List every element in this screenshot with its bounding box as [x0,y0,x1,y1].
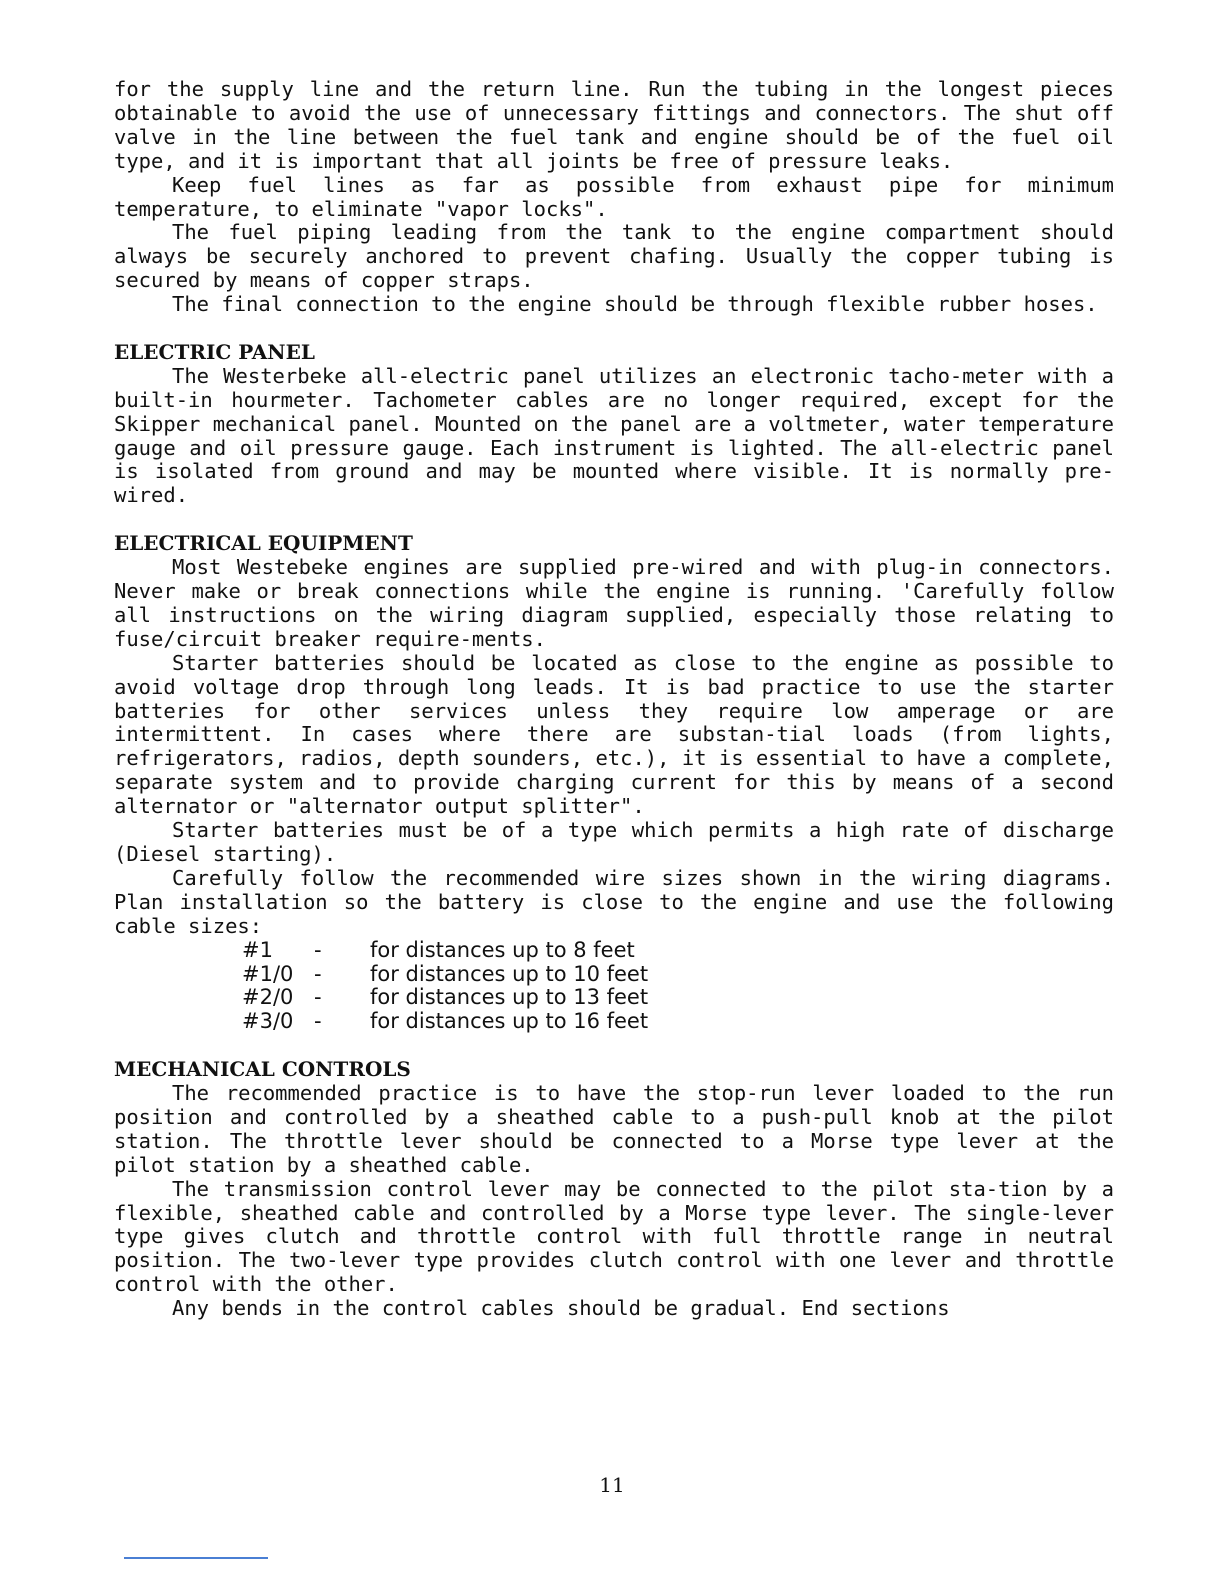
page-number: 11 [599,1473,625,1497]
electric-panel-paragraph-1: The Westerbeke all-electric panel utilizes an electronic tacho-meter with a built-in hourmeter. Tachometer cables are no longer required, except for the Skipper mechanical panel. Mounted on the panel are a voltmeter, water temperature gauge and oil pressure gauge. Each instrument is lighted. The all-electric panel is isolated from ground and may be mounted where visible. It is normally pre-wired. [114,363,1114,508]
electric-panel-heading: ELECTRIC PANEL [114,339,315,364]
fuel-paragraph-1: for the supply line and the return line. Run the tubing in the longest pieces obtainable to avoid the use of unnecessary fittings and connectors. The shut off valve in the line between the fuel tank and engine should be of the fuel oil type, and it is important that all joints be free of pressure leaks. [114,77,1114,173]
cable-distance: for distances up to 13 feet [370,985,649,1010]
fuel-paragraph-4: The final connection to the engine should be through flexible rubber hoses. [172,292,1098,317]
section-gap [114,508,1114,532]
mechanical-controls-heading: MECHANICAL CONTROLS [114,1057,411,1082]
cable-distance: for distances up to 10 feet [370,961,649,986]
mechanical-controls-paragraph-3: Any bends in the control cables should be gradual. End sections [172,1296,950,1321]
section-gap [114,1034,1114,1058]
document-body [114,78,1114,1321]
mechanical-controls-paragraph-2: The transmission control lever may be connected to the pilot sta-tion by a flexible, sheathed cable and controlled by a Morse type lever. The single-lever type gives clutch and throttle control with full throttle range in neutral position. The two-lever type provides clutch control with one lever and throttle control with the other. [114,1176,1114,1297]
electrical-equipment-paragraph-2: Starter batteries should be located as close to the engine as possible to avoid voltage drop through long leads. It is bad practice to use the starter batteries for other services unless they require low amperage or are intermittent. In cases where there are substan-tial loads (from lights, refrigerators, radios, depth sounders, etc.), it is essential to have a complete, separate system and to provide charging current for this by means of a second alternator or "alternator output splitter". [114,650,1114,819]
cable-dash: - [314,985,322,1010]
electrical-equipment-paragraph-1: Most Westebeke engines are supplied pre-wired and with plug-in connectors. Never make or break connections while the engine is running. 'Carefully follow all instructions on the wiring diagram supplied, especially those relating to fuse/circuit breaker require-ments. [114,555,1114,651]
electrical-equipment-heading: ELECTRICAL EQUIPMENT [114,531,413,556]
list-item [114,1010,1114,1034]
footer-rule [124,1557,268,1559]
cable-distance: for distances up to 8 feet [370,937,635,962]
fuel-paragraph-3: The fuel piping leading from the tank to the engine compartment should always be securely anchored to prevent chafing. Usually the copper tubing is secured by means of copper straps. [114,220,1114,293]
cable-dash: - [314,961,322,986]
cable-size: #3/0 [242,1009,294,1034]
section-gap [114,317,1114,341]
mechanical-controls-paragraph-1: The recommended practice is to have the stop-run lever loaded to the run position and controlled by a sheathed cable to a push-pull knob at the pilot station. The throttle lever should be connected to a Morse type lever at the pilot station by a sheathed cable. [114,1081,1114,1177]
list-item [114,963,1114,987]
cable-size: #1/0 [242,961,294,986]
list-item [114,939,1114,963]
cable-dash: - [314,937,322,962]
list-item [114,986,1114,1010]
electrical-equipment-paragraph-4: Carefully follow the recommended wire sizes shown in the wiring diagrams. Plan installation so the battery is close to the engine and use the following cable sizes: [114,865,1114,938]
cable-size: #2/0 [242,985,294,1010]
cable-size: #1 [242,937,273,962]
cable-size-list [114,939,1114,1035]
fuel-paragraph-2: Keep fuel lines as far as possible from exhaust pipe for minimum temperature, to eliminate "vapor locks". [114,172,1114,221]
cable-dash: - [314,1009,322,1034]
cable-distance: for distances up to 16 feet [370,1009,649,1034]
electrical-equipment-paragraph-3: Starter batteries must be of a type which permits a high rate of discharge (Diesel starting). [114,818,1114,866]
